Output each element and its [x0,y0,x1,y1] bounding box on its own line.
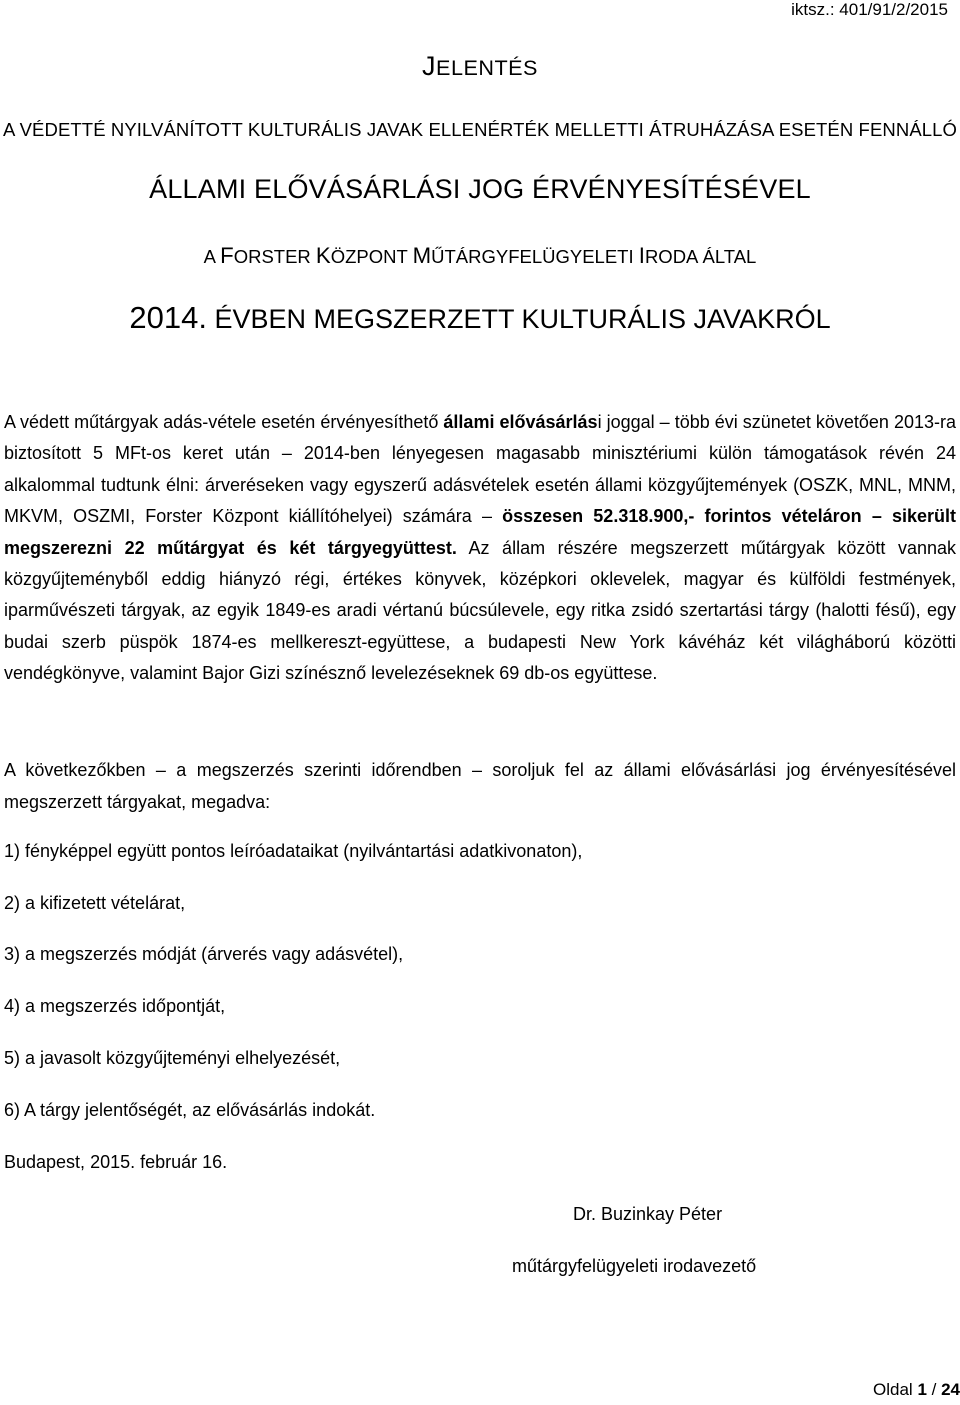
place-and-date: Budapest, 2015. február 16. [4,1152,228,1172]
signer-title: műtárgyfelügyeleti irodavezető [512,1256,757,1276]
subtitle-line-3: A FORSTER KÖZPONT MŰTÁRGYFELÜGYELETI IRODA ÁLTAL [203,243,757,268]
subtitle-line-2: ÁLLAMI ELŐVÁSÁRLÁSI JOG ÉRVÉNYESÍTÉSÉVEL [149,174,811,204]
list-item: 4) a megszerzés időpontját, [4,996,226,1016]
signer-name: Dr. Buzinkay Péter [573,1204,723,1224]
subtitle-year: 2014. [129,300,207,335]
list-item: 6) A tárgy jelentőségét, az elővásárlás indokát. [4,1100,376,1120]
list-item: 3) a megszerzés módját (árverés vagy adásvétel), [4,944,404,964]
total-page-count: 24 [941,1380,960,1399]
list-item: 5) a javasolt közgyűjteményi elhelyezését, [4,1048,341,1068]
title-rest: ELENTÉS [436,55,538,80]
subtitle-line-4 [0,300,960,336]
subtitle-line-1: A VÉDETTÉ NYILVÁNÍTOTT KULTURÁLIS JAVAK ELLENÉRTÉK MELLETTI ÁTRUHÁZÁSA ESETÉN FENNÁLLÓ [2,119,958,140]
reference-number: iktsz.: 401/91/2/2015 [791,0,948,19]
list-item: 2) a kifizetett vételárat, [4,893,186,913]
page-footer: Oldal 1 / 24 [873,1380,960,1399]
list-intro-paragraph: A következőkben – a megszerzés szerinti időrendben – soroljuk fel az állami elővásárlási jog érvényesítésével megszerzett tárgyakat, megadva: [4,760,956,813]
intro-paragraph: A védett műtárgyak adás-vétele esetén érvényesíthető állami elővásárlási joggal – több évi szünetet követően 2013-ra biztosított 5 MFt-os keret után – 2014-ben lényegesen magasabb minisztériumi külön támogatások révén 24 alkalommal tudtunk élni: árveréseken vagy egyszerű adásvételek esetén állami közgyűjtemények (OSZK, MNL, MNM, MKVM, OSZMI, Forster Központ kiállítóhelyei) számára – összesen 52.318.900,- forintos vételáron – sikerült megszerezni 22 műtárgyat és két tárgyegyüttest. Az állam részére megszerzett műtárgyak között vannak közgyűjteményből eddig hiányzó régi, értékes könyvek, középkori oklevelek, magyar és külföldi festmények, iparművészeti tárgyak, az egyik 1849-es aradi vértanú búcsúlevele, egy ritka zsidó szertartási tárgy (halotti fésű), egy budai szerb püspök 1874-es mellkereszt-együttese, a budapesti New York kávéház két világháború közötti vendégkönyve, valamint Bajor Gizi színésznő levelezéseknek 69 db-os együttese. [4,412,956,684]
subtitle-year-rest: ÉVBEN MEGSZERZETT KULTURÁLIS JAVAKRÓL [206,304,831,334]
list-item: 1) fényképpel együtt pontos leíróadataikat (nyilvántartási adatkivonaton), [4,841,583,861]
document-title [0,51,960,82]
current-page-number: 1 [917,1380,927,1399]
title-initial: J [422,51,437,81]
